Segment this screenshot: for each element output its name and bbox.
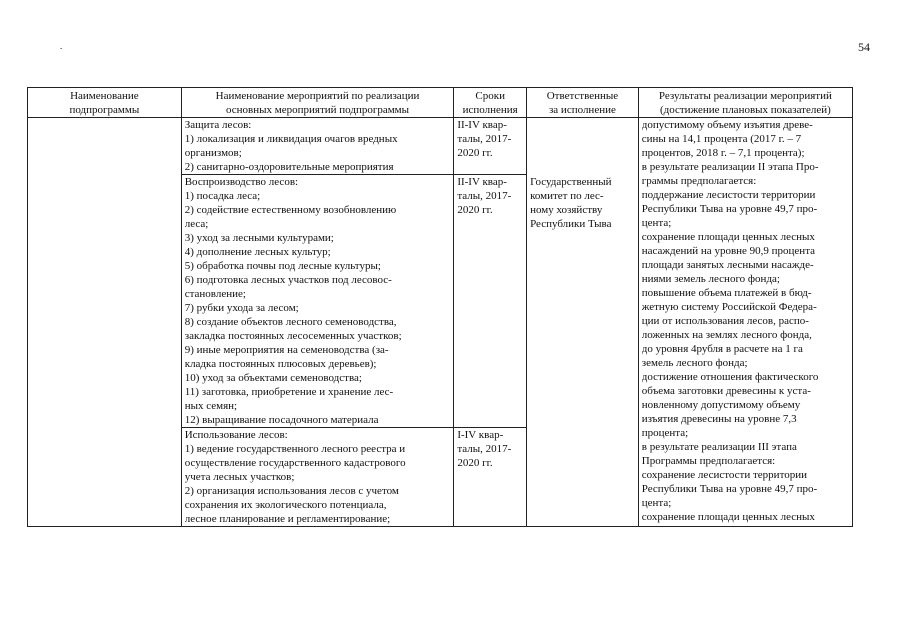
- term-line: талы, 2017-: [457, 133, 512, 145]
- header-responsible: [527, 88, 639, 118]
- header-terms-line: Сроки: [475, 89, 505, 102]
- activity-line: 2) санитарно-оздоровительные мероприятия: [184, 161, 394, 173]
- activity-line: 6) подготовка лесных участков под лесовос-: [184, 274, 392, 286]
- page-dot: .: [60, 41, 63, 51]
- result-line: в результате реализации III этапа: [641, 441, 797, 453]
- table-row: [28, 118, 853, 175]
- header-subprogram-line: подпрограммы: [69, 103, 140, 116]
- result-line: повышение объема платежей в бюд-: [641, 287, 812, 299]
- activity-line: 2) организация использования лесов с учетом: [184, 485, 399, 497]
- term-cell: [454, 175, 527, 428]
- activity-line: 3) уход за лесными культурами;: [184, 232, 334, 244]
- activity-line: 8) создание объектов лесного семеноводства,: [184, 316, 397, 328]
- responsible-line: комитет по лес-: [530, 189, 604, 202]
- term-line: II-IV квар-: [457, 119, 507, 131]
- activity-line: 11) заготовка, приобретение и хранение лес-: [184, 386, 394, 398]
- term-line: II-IV квар-: [457, 176, 507, 188]
- result-line: ниями земель лесного фонда;: [641, 273, 780, 285]
- activity-line: 2) содействие естественному возобновлению: [184, 204, 397, 216]
- result-line: граммы предполагается:: [641, 175, 757, 187]
- result-line: допустимому объему изъятия древе-: [641, 119, 813, 131]
- activity-line: становление;: [184, 288, 246, 300]
- activity-line: сохранения их экологического потенциала,: [184, 499, 387, 511]
- activity-line: 1) ведение государственного лесного реестра и: [184, 443, 406, 455]
- responsible-line: Государственный: [530, 175, 612, 188]
- activity-line: осуществление государственного кадастрового: [184, 457, 406, 469]
- result-line: достижение отношения фактического: [641, 371, 819, 383]
- activity-line: 4) дополнение лесных культур;: [184, 246, 331, 258]
- header-results-line: (достижение плановых показателей): [659, 103, 831, 116]
- header-terms: [454, 88, 527, 118]
- activity-line: Воспроизводство лесов:: [184, 176, 299, 188]
- activity-line: кладка постоянных плюсовых деревьев);: [184, 358, 377, 370]
- activities-table: [27, 87, 853, 527]
- header-activities-line: Наименование мероприятий по реализации: [215, 89, 420, 102]
- result-line: ции от использования лесов, распо-: [641, 315, 809, 327]
- activity-line: 5) обработка почвы под лесные культуры;: [184, 260, 381, 272]
- result-line: Республики Тыва на уровне 49,7 про-: [641, 483, 818, 495]
- header-subprogram-line: Наименование: [70, 89, 139, 102]
- term-line: талы, 2017-: [457, 190, 512, 202]
- result-line: изъятия древесины на уровне 7,3: [641, 413, 797, 425]
- responsible-line: ному хозяйству: [530, 203, 603, 216]
- result-line: Программы предполагается:: [641, 455, 776, 467]
- activity-line: 9) иные мероприятия на семеноводства (за-: [184, 344, 389, 356]
- result-line: цента;: [641, 497, 672, 509]
- result-line: Республики Тыва на уровне 49,7 про-: [641, 203, 818, 215]
- activity-cell: [181, 428, 454, 527]
- term-cell: [454, 428, 527, 527]
- activity-line: 7) рубки ухода за лесом;: [184, 302, 299, 314]
- result-line: цента;: [641, 217, 672, 229]
- header-terms-line: исполнения: [462, 103, 518, 116]
- result-line: сохранение лесистости территории: [641, 469, 808, 481]
- term-line: 2020 гг.: [457, 147, 493, 159]
- term-cell: [454, 118, 527, 175]
- header-responsible-line: Ответственные: [546, 89, 619, 102]
- term-line: I-IV квар-: [457, 429, 504, 441]
- responsible-line: Республики Тыва: [530, 217, 612, 230]
- result-line: процентов, 2018 г. – 7,1 процента);: [641, 147, 805, 159]
- result-line: сохранение площади ценных лесных: [641, 511, 815, 523]
- header-row: [28, 88, 853, 118]
- result-line: в результате реализации II этапа Про-: [641, 161, 819, 173]
- activity-line: учета лесных участков;: [184, 471, 295, 483]
- results-cell: [638, 118, 852, 527]
- header-subprogram: [28, 88, 182, 118]
- result-line: процента;: [641, 427, 689, 439]
- activity-line: закладка постоянных лесосеменных участков;: [184, 330, 402, 342]
- activity-line: лесное планирование и регламентирование;: [184, 513, 391, 525]
- activity-line: организмов;: [184, 147, 242, 159]
- result-line: насаждений на уровне 90,9 процента: [641, 245, 816, 257]
- page-number: 54: [858, 40, 870, 54]
- term-line: 2020 гг.: [457, 204, 493, 216]
- header-results: [638, 88, 852, 118]
- header-activities: [181, 88, 454, 118]
- subprogram-cell: [28, 118, 182, 527]
- activity-line: 12) выращивание посадочного материала: [184, 414, 379, 426]
- result-line: до уровня 4рубля в расчете на 1 га: [641, 343, 803, 355]
- result-line: ложенных на землях лесного фонда,: [641, 329, 812, 341]
- result-line: жетную систему Российской Федера-: [641, 301, 817, 313]
- result-line: площади занятых лесными насажде-: [641, 259, 814, 271]
- header-responsible-line: за исполнение: [548, 103, 616, 116]
- result-line: сохранение площади ценных лесных: [641, 231, 815, 243]
- result-line: объема заготовки древесины к уста-: [641, 385, 811, 397]
- activity-line: ных семян;: [184, 400, 238, 412]
- activity-line: 1) посадка леса;: [184, 190, 261, 202]
- activity-cell: [181, 118, 454, 175]
- activity-cell: [181, 175, 454, 428]
- result-line: поддержание лесистости территории: [641, 189, 816, 201]
- activity-line: леса;: [184, 218, 209, 230]
- header-activities-line: основных мероприятий подпрограммы: [226, 103, 410, 116]
- responsible-cell-top: [527, 118, 639, 175]
- term-line: талы, 2017-: [457, 443, 512, 455]
- activity-line: Защита лесов:: [184, 119, 252, 131]
- result-line: новленному допустимому объему: [641, 399, 801, 411]
- header-results-line: Результаты реализации мероприятий: [658, 89, 832, 102]
- term-line: 2020 гг.: [457, 457, 493, 469]
- activity-line: 10) уход за объектами семеноводства;: [184, 372, 362, 384]
- result-line: сины на 14,1 процента (2017 г. – 7: [641, 133, 802, 145]
- activity-line: Использование лесов:: [184, 429, 288, 441]
- responsible-cell: [527, 175, 639, 527]
- activity-line: 1) локализация и ликвидация очагов вредных: [184, 133, 398, 145]
- result-line: земель лесного фонда;: [641, 357, 748, 369]
